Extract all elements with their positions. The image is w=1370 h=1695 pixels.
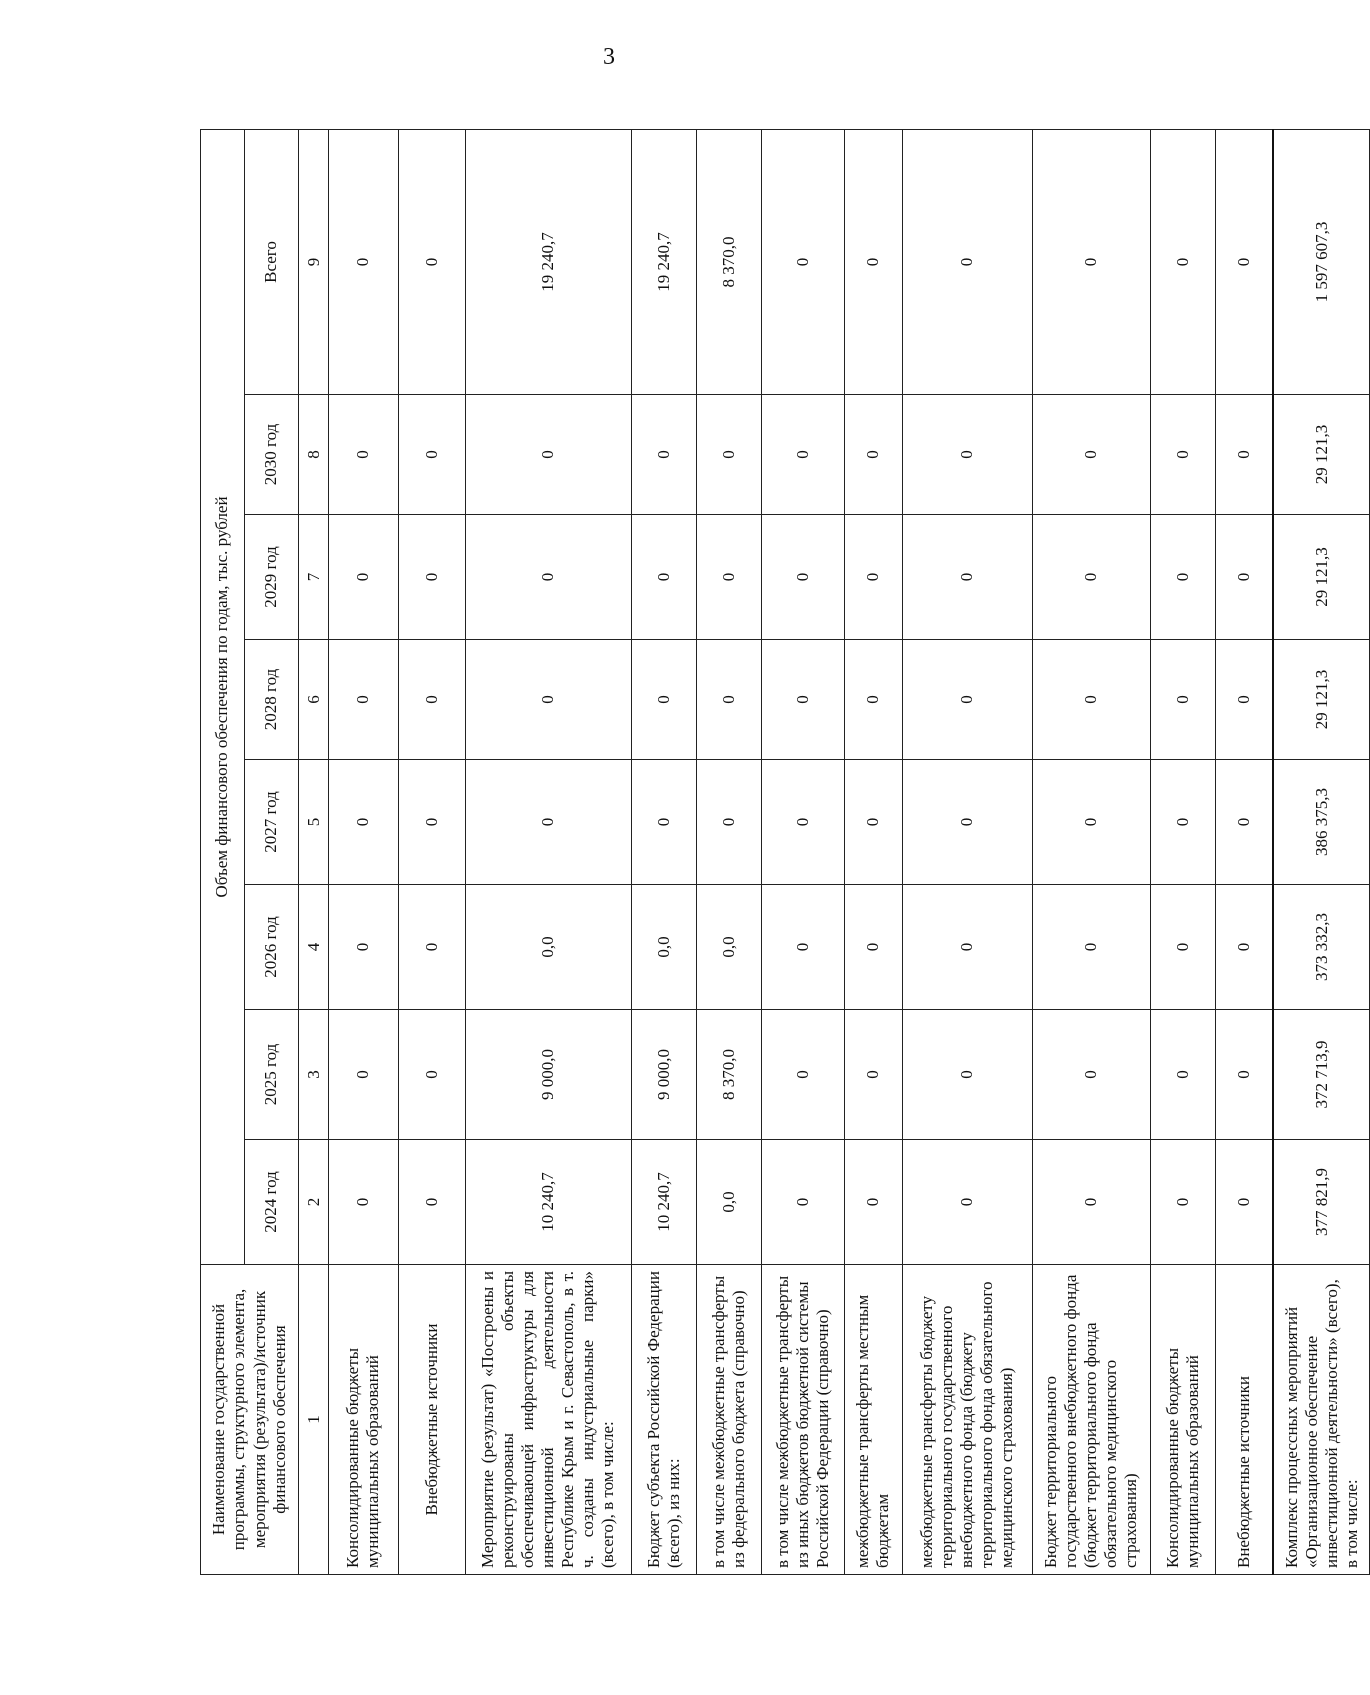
value-cell: 386 375,3: [1273, 760, 1369, 885]
value-cell: 1 597 607,3: [1273, 129, 1369, 394]
value-cell: 0: [1032, 1010, 1150, 1140]
row-name: Мероприятие (результат) «Построены и реконструированы объекты обеспечивающей инфраструктуры для инвестиционной деятельности Республике Крым и г. Севастополь, в т. ч. созданы индустриальные парки» (всего), в том числе:: [465, 1265, 631, 1575]
value-cell: 0: [465, 395, 631, 515]
value-cell: 0: [902, 885, 1032, 1010]
value-cell: 0,0: [696, 885, 761, 1010]
value-cell: 0: [1032, 760, 1150, 885]
value-cell: 0: [1215, 1140, 1273, 1265]
value-cell: 0: [844, 1140, 902, 1265]
value-cell: 0: [329, 1010, 398, 1140]
value-cell: 0: [1032, 885, 1150, 1010]
row-name: Консолидированные бюджеты муниципальных образований: [1150, 1265, 1215, 1575]
value-cell: 0: [902, 515, 1032, 640]
funding-group-header: Объем финансового обеспечения по годам, тыс. рублей: [201, 129, 245, 1264]
year-header-2028: 2028 год: [245, 640, 299, 760]
value-cell: 0: [1032, 395, 1150, 515]
year-header-2030: 2030 год: [245, 395, 299, 515]
value-cell: 0: [329, 760, 398, 885]
table-row: [844, 129, 902, 1574]
value-cell: 0: [902, 1010, 1032, 1140]
value-cell: 0: [631, 640, 696, 760]
row-name: Бюджет субъекта Российской Федерации (всего), из них:: [631, 1265, 696, 1575]
column-index: 1: [299, 1265, 329, 1575]
value-cell: 0: [631, 515, 696, 640]
value-cell: 0: [1150, 885, 1215, 1010]
value-cell: 9 000,0: [465, 1010, 631, 1140]
value-cell: 0: [329, 1140, 398, 1265]
value-cell: 10 240,7: [631, 1140, 696, 1265]
value-cell: 0,0: [465, 885, 631, 1010]
row-name: Консолидированные бюджеты муниципальных образований: [329, 1265, 398, 1575]
value-cell: 0: [631, 760, 696, 885]
value-cell: 0: [1032, 640, 1150, 760]
value-cell: 0: [1150, 1140, 1215, 1265]
table-row: [465, 129, 631, 1574]
row-name: межбюджетные трансферты местным бюджетам: [844, 1265, 902, 1575]
value-cell: 372 713,9: [1273, 1010, 1369, 1140]
value-cell: 0: [1150, 640, 1215, 760]
value-cell: 0: [844, 760, 902, 885]
value-cell: 0: [398, 885, 465, 1010]
table-row: [1150, 129, 1215, 1574]
value-cell: 373 332,3: [1273, 885, 1369, 1010]
value-cell: 0: [398, 1010, 465, 1140]
value-cell: 0: [329, 395, 398, 515]
value-cell: 0: [902, 1140, 1032, 1265]
column-index: 9: [299, 129, 329, 394]
value-cell: 29 121,3: [1273, 395, 1369, 515]
row-name: Внебюджетные источники: [1215, 1265, 1273, 1575]
year-header-2026: 2026 год: [245, 885, 299, 1010]
value-cell: 0: [1150, 1010, 1215, 1140]
value-cell: 0: [696, 395, 761, 515]
value-cell: 0: [465, 760, 631, 885]
value-cell: 0: [329, 885, 398, 1010]
value-cell: 29 121,3: [1273, 640, 1369, 760]
row-name: в том числе межбюджетные трансферты из федерального бюджета (справочно): [696, 1265, 761, 1575]
value-cell: 0: [1215, 1010, 1273, 1140]
value-cell: 0: [398, 1140, 465, 1265]
table-row: [761, 129, 844, 1574]
financing-table-rotated: [200, 130, 1370, 1575]
value-cell: 0,0: [696, 1140, 761, 1265]
table-row: [1032, 129, 1150, 1574]
value-cell: 0: [902, 640, 1032, 760]
value-cell: 0: [1032, 1140, 1150, 1265]
column-index: 2: [299, 1140, 329, 1265]
value-cell: 0: [398, 129, 465, 394]
value-cell: 0: [696, 515, 761, 640]
column-index: 3: [299, 1010, 329, 1140]
value-cell: 0: [631, 395, 696, 515]
row-name: Внебюджетные источники: [398, 1265, 465, 1575]
value-cell: 0: [844, 515, 902, 640]
table-row: [1273, 129, 1369, 1574]
value-cell: 0: [696, 640, 761, 760]
year-header-2024: 2024 год: [245, 1140, 299, 1265]
value-cell: 0: [1215, 395, 1273, 515]
value-cell: 0: [1150, 129, 1215, 394]
value-cell: 0: [1032, 515, 1150, 640]
value-cell: 0: [329, 515, 398, 640]
value-cell: 0: [1215, 640, 1273, 760]
year-header-2029: 2029 год: [245, 515, 299, 640]
column-index: 4: [299, 885, 329, 1010]
value-cell: 0: [844, 885, 902, 1010]
name-column-header: Наименование государственной программы, структурного элемента, мероприятия (результата)/источник финансового обеспечения: [201, 1265, 299, 1575]
table-row: [696, 129, 761, 1574]
column-index-row: [299, 129, 329, 1574]
value-cell: 0: [329, 129, 398, 394]
page-number: 3: [603, 44, 615, 70]
value-cell: 0: [1215, 885, 1273, 1010]
value-cell: 0: [1032, 129, 1150, 394]
value-cell: 0: [902, 760, 1032, 885]
value-cell: 377 821,9: [1273, 1140, 1369, 1265]
table-row: [902, 129, 1032, 1574]
value-cell: 0: [844, 1010, 902, 1140]
value-cell: 0: [902, 129, 1032, 394]
value-cell: 0: [465, 640, 631, 760]
year-header-2027: 2027 год: [245, 760, 299, 885]
value-cell: 0: [761, 885, 844, 1010]
value-cell: 0: [844, 640, 902, 760]
value-cell: 19 240,7: [465, 129, 631, 394]
table-row: [398, 129, 465, 1574]
value-cell: 29 121,3: [1273, 515, 1369, 640]
row-name: в том числе межбюджетные трансферты из иных бюджетов бюджетной системы Российской Федерации (справочно): [761, 1265, 844, 1575]
value-cell: 0: [844, 395, 902, 515]
value-cell: 0: [398, 515, 465, 640]
value-cell: 10 240,7: [465, 1140, 631, 1265]
value-cell: 0: [761, 395, 844, 515]
column-index: 5: [299, 760, 329, 885]
value-cell: 0: [1150, 515, 1215, 640]
row-name: Бюджет территориального государственного внебюджетного фонда (бюджет территориального фонда обязательного медицинского страхования): [1032, 1265, 1150, 1575]
value-cell: 0: [1150, 760, 1215, 885]
value-cell: 0: [329, 640, 398, 760]
value-cell: 0: [398, 760, 465, 885]
total-header: Всего: [245, 129, 299, 394]
value-cell: 0: [1150, 395, 1215, 515]
value-cell: 0: [902, 395, 1032, 515]
value-cell: 0: [1215, 515, 1273, 640]
table-row: [1215, 129, 1273, 1574]
value-cell: 0: [465, 515, 631, 640]
column-index: 8: [299, 395, 329, 515]
value-cell: 0: [398, 395, 465, 515]
value-cell: 0: [1215, 129, 1273, 394]
value-cell: 0: [761, 129, 844, 394]
value-cell: 0: [761, 1140, 844, 1265]
value-cell: 8 370,0: [696, 1010, 761, 1140]
value-cell: 0: [398, 640, 465, 760]
value-cell: 19 240,7: [631, 129, 696, 394]
column-index: 7: [299, 515, 329, 640]
value-cell: 0: [696, 760, 761, 885]
row-name: Комплекс процессных мероприятий «Организационное обеспечение инвестиционной деятельности» (всего), в том числе:: [1273, 1265, 1369, 1575]
value-cell: 8 370,0: [696, 129, 761, 394]
year-header-2025: 2025 год: [245, 1010, 299, 1140]
financing-table: [200, 129, 1370, 1575]
value-cell: 0,0: [631, 885, 696, 1010]
column-index: 6: [299, 640, 329, 760]
value-cell: 0: [761, 1010, 844, 1140]
value-cell: 0: [761, 640, 844, 760]
table-row: [329, 129, 398, 1574]
table-row: [631, 129, 696, 1574]
row-name: межбюджетные трансферты бюджету территориального государственного внебюджетного фонда (бюджету территориального фонда обязательного медицинского страхования): [902, 1265, 1032, 1575]
value-cell: 0: [844, 129, 902, 394]
value-cell: 0: [761, 515, 844, 640]
value-cell: 0: [1215, 760, 1273, 885]
value-cell: 0: [761, 760, 844, 885]
value-cell: 9 000,0: [631, 1010, 696, 1140]
